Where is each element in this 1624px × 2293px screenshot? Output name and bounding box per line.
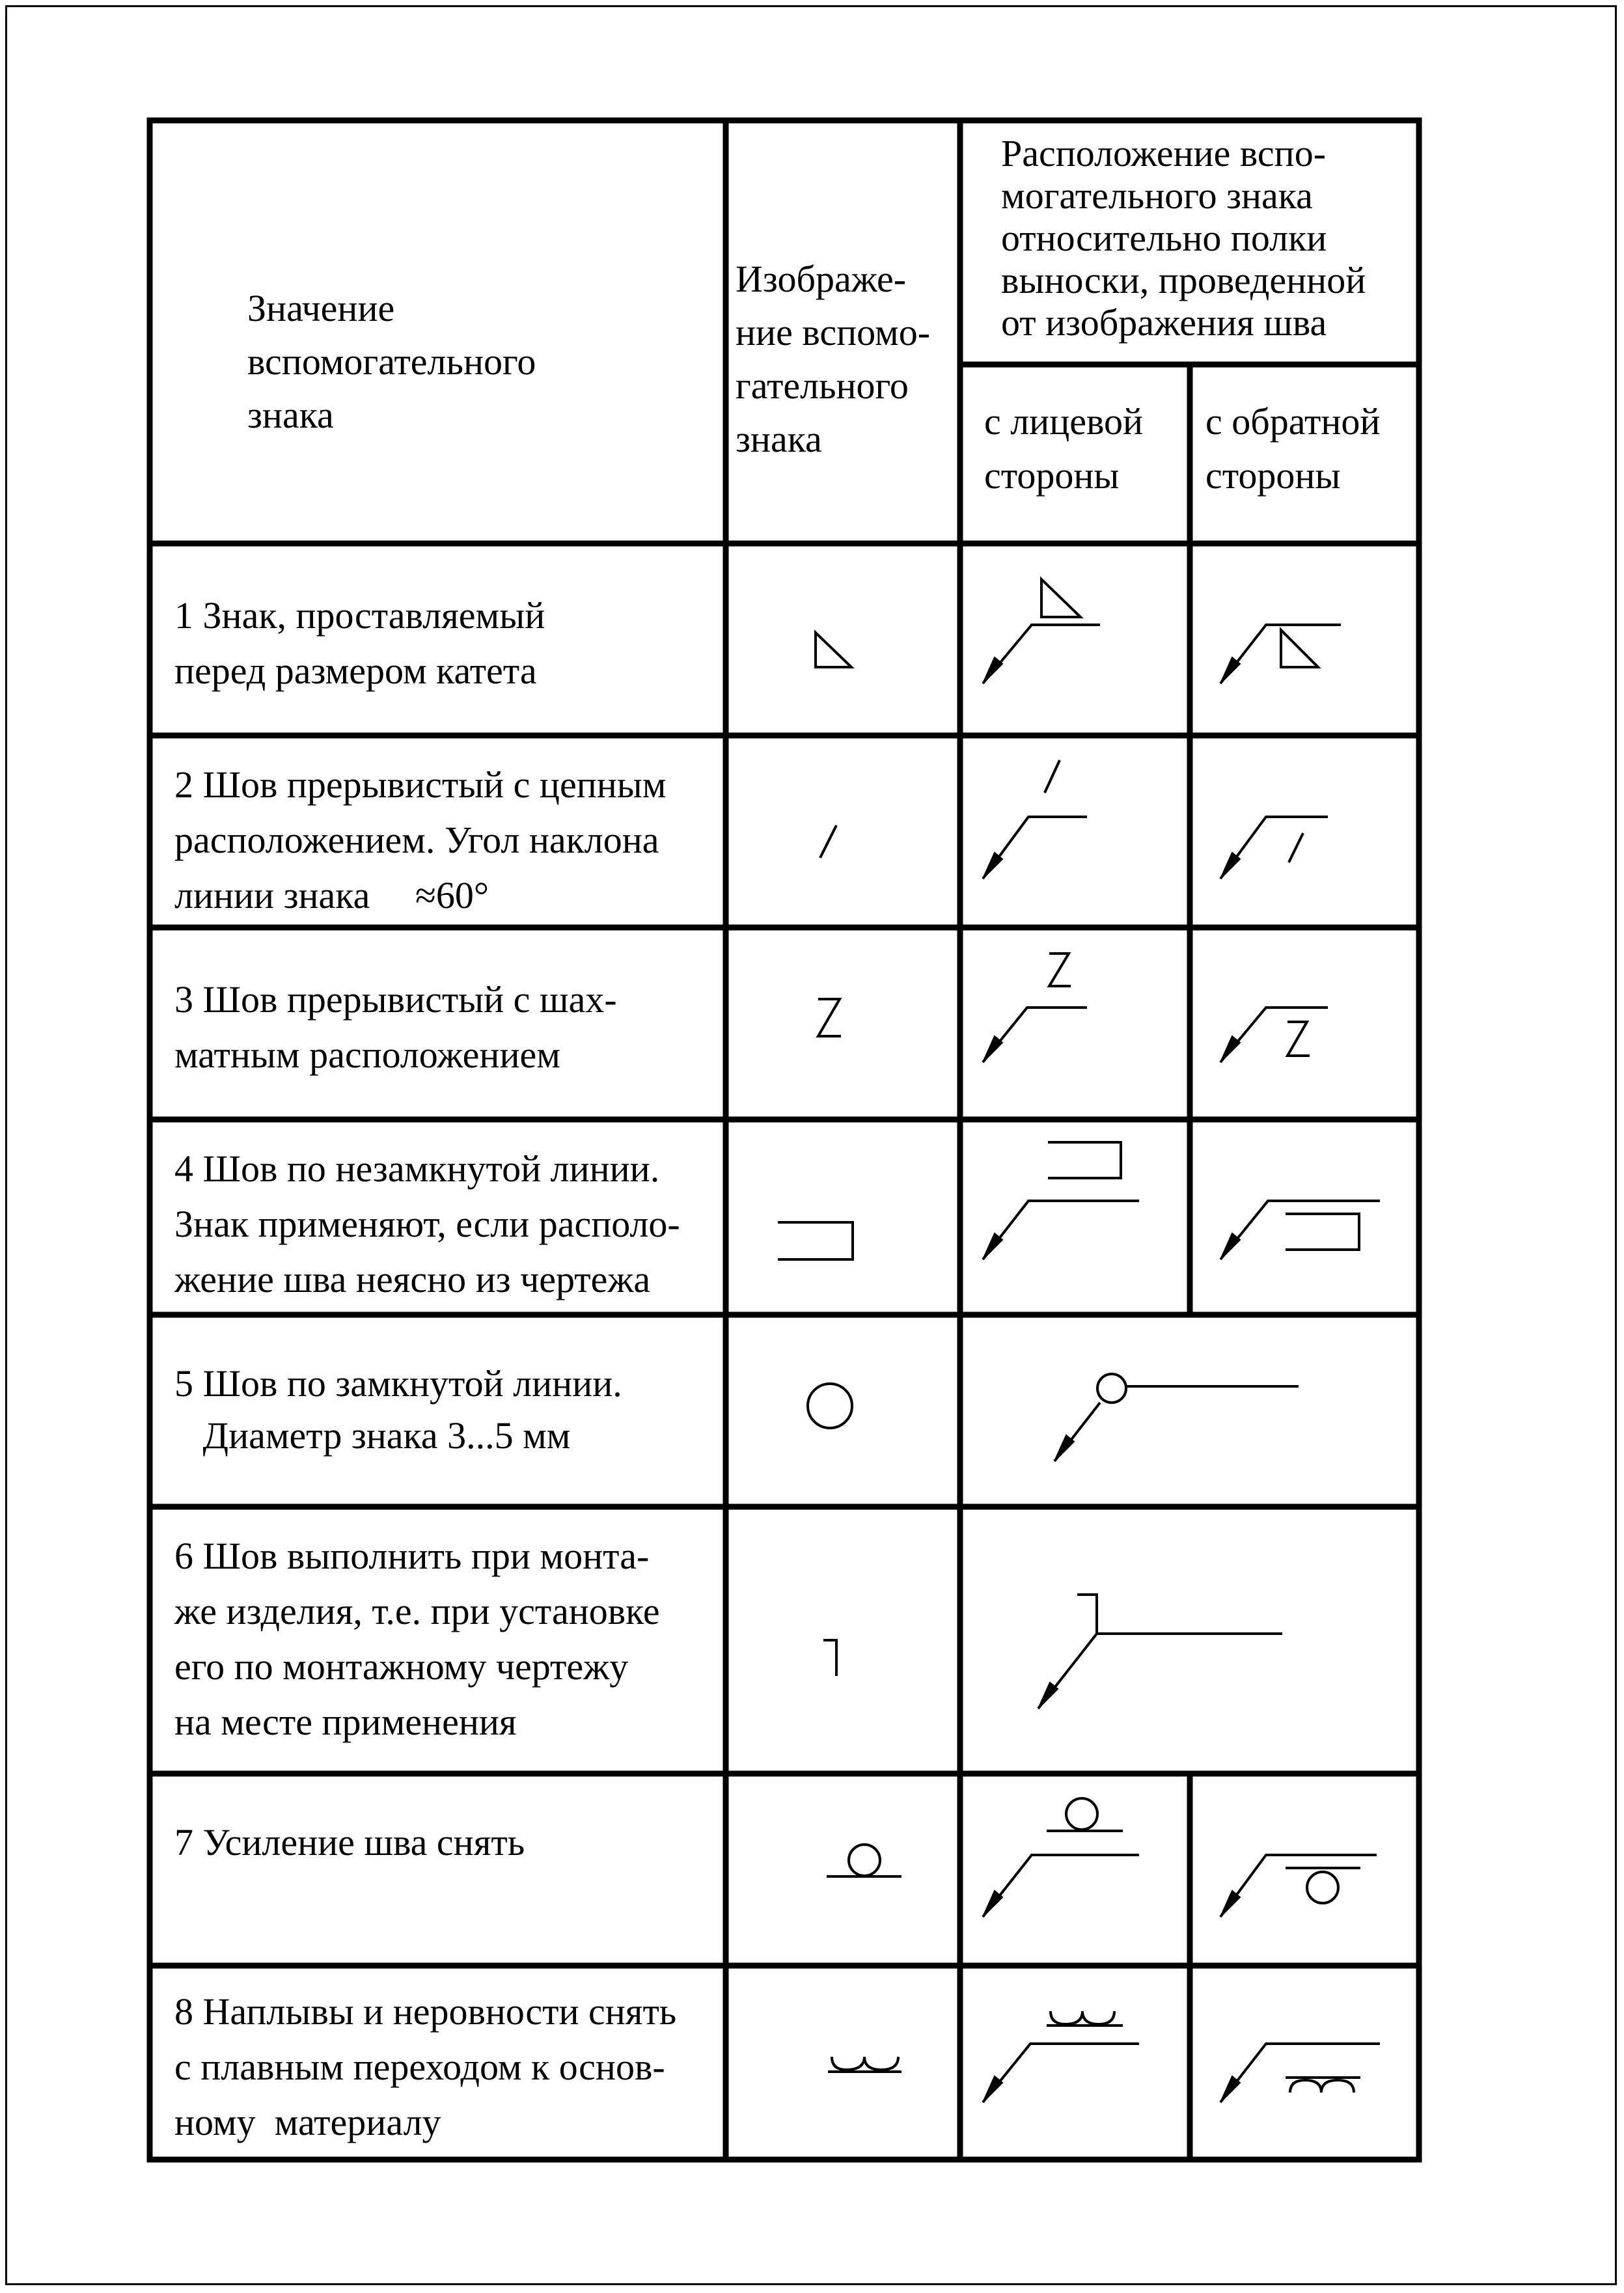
row-text-line: 6 Шов выполнить при монта- (174, 1535, 650, 1577)
row-text-line: расположением. Угол наклона (174, 819, 659, 861)
row-1-description (174, 594, 545, 692)
header-col1-line: вспомогательного (247, 340, 536, 383)
leader-back-row-7 (1220, 1855, 1377, 1917)
header-front-line: стороны (984, 454, 1120, 497)
front-side-diagrams (983, 579, 1139, 2102)
header-col3-line: могательного знака (1001, 174, 1313, 217)
header-col3-top (1001, 132, 1366, 344)
header-col2 (736, 258, 930, 460)
leader-front-row-1 (983, 579, 1100, 683)
leader-row-5 (1054, 1374, 1299, 1461)
header-col2-line: Изображе- (736, 258, 907, 300)
leader-back-row-1 (1220, 625, 1341, 683)
header-front-side (984, 400, 1143, 497)
symbols-column (778, 633, 901, 2072)
back-side-diagrams (1220, 625, 1380, 2102)
row-6-description (174, 1535, 660, 1743)
row-text-line: линии знака (174, 874, 370, 916)
leader-back-row-4 (1220, 1201, 1380, 1259)
header-col2-line: знака (736, 418, 822, 460)
triangle-icon (816, 633, 851, 667)
leader-back-row-8 (1220, 2044, 1380, 2102)
leader-back-row-3 (1220, 1008, 1328, 1062)
leader-front-row-2 (983, 760, 1087, 879)
leader-front-row-4 (983, 1142, 1139, 1259)
row-text-line: 3 Шов прерывистый с шах- (174, 978, 617, 1021)
header-front-line: с лицевой (984, 400, 1144, 443)
row-5-description (174, 1362, 622, 1457)
header-col2-line: ние вспомо- (736, 311, 931, 353)
row-text-line: на месте применения (174, 1701, 517, 1743)
row-3-description (174, 978, 617, 1076)
row-text-line: 2 Шов прерывистый с цепным (174, 763, 667, 806)
leader-row-6 (1038, 1595, 1282, 1709)
header-col1 (247, 287, 536, 436)
header-col3-line: относительно полки (1001, 217, 1327, 259)
row-text-line: 5 Шов по замкнутой линии. (174, 1362, 622, 1405)
merged-diagrams (1038, 1374, 1299, 1709)
row-text-line: 4 Шов по незамкнутой линии. (174, 1147, 660, 1190)
leader-front-row-8 (983, 2011, 1139, 2102)
row-text-line: его по монтажному чертежу (174, 1645, 629, 1688)
row-text-line: жение шва неясно из чертежа (174, 1258, 651, 1300)
row-8-description (174, 1990, 676, 2143)
row-text-line: матным расположением (174, 1034, 560, 1076)
row-text-line: с плавным переходом к основ- (174, 2046, 665, 2088)
open-contour-icon (778, 1222, 853, 1259)
header-col3-line: от изображения шва (1001, 301, 1327, 344)
leader-back-row-2 (1220, 817, 1328, 879)
z-icon (818, 999, 841, 1036)
header-col2-line: гательного (736, 364, 909, 407)
circle-icon (808, 1384, 852, 1428)
header-col1-line: Значение (247, 287, 395, 329)
removed-reinforcement-icon (827, 1845, 901, 1876)
row-text-line: 8 Наплывы и неровности снять (174, 1990, 677, 2033)
header-col3-line: Расположение вспо- (1001, 132, 1327, 174)
leader-front-row-3 (983, 954, 1087, 1062)
row-text-line: перед размером катета (174, 650, 537, 692)
header-back-line: стороны (1205, 454, 1341, 497)
slash-icon (820, 825, 836, 858)
row-text-line: же изделия, т.е. при установке (174, 1590, 660, 1632)
smooth-transition-icon (828, 2057, 901, 2072)
row-text-line: 7 Усиление шва снять (174, 1821, 525, 1863)
header-col1-line: знака (247, 394, 334, 436)
row-7-description (174, 1821, 525, 1863)
row-text-line: ному материалу (174, 2101, 441, 2143)
row-4-description (174, 1147, 680, 1300)
header-col3-line: выноски, проведенной (1001, 259, 1366, 301)
row-2-description (174, 763, 666, 916)
angle-value: ≈60° (415, 874, 489, 916)
header-back-line: с обратной (1205, 400, 1381, 443)
flag-icon (823, 1640, 836, 1676)
row-text-line: Диаметр знака 3...5 мм (174, 1414, 571, 1457)
header-back-side (1205, 400, 1380, 497)
row-text-line: 1 Знак, проставляемый (174, 594, 545, 637)
leader-front-row-7 (983, 1798, 1139, 1917)
row-text-line: Знак применяют, если располо- (174, 1203, 680, 1245)
